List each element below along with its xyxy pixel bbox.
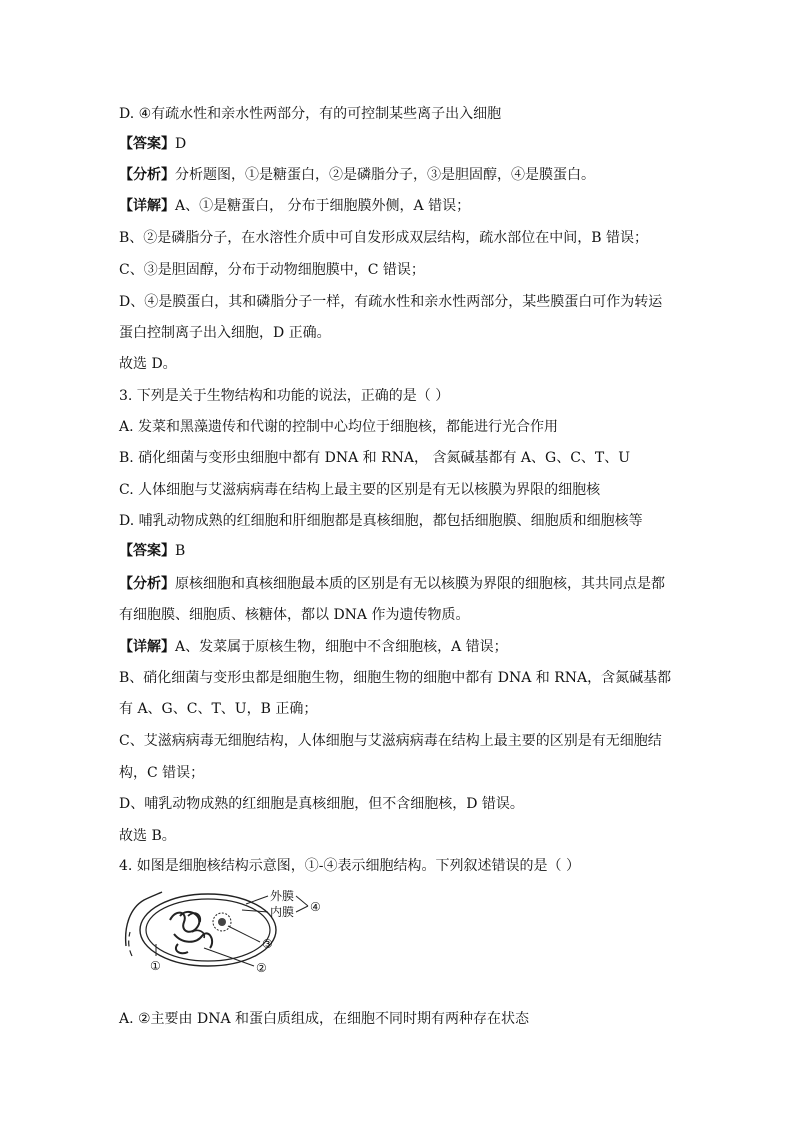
text-line [119, 480, 600, 500]
line-text: D、哺乳动物成熟的红细胞是真核细胞，但不含细胞核，D 错误。 [119, 796, 524, 812]
outer-membrane-label: 外膜 [270, 889, 295, 903]
line-text: 故选 B。 [119, 828, 176, 844]
line-text: 3. 下列是关于生物结构和功能的说法，正确的是（ ） [119, 388, 450, 404]
text-line [119, 134, 186, 154]
text-line [119, 260, 425, 280]
text-line [119, 354, 177, 374]
leader-2 [204, 948, 254, 966]
label-1: ① [150, 959, 161, 973]
leader-outer [246, 896, 268, 904]
nucleolus-core [218, 918, 226, 926]
chromatin-shape [170, 912, 212, 953]
line-text: B、②是磷脂分子，在水溶性介质中可自发形成双层结构，疏水部位在中间，B 错误； [119, 230, 649, 246]
text-line [119, 541, 185, 561]
section-tag: 【分析】 [119, 576, 175, 592]
text-line [119, 637, 508, 657]
outer-membrane-shape [140, 894, 276, 966]
line-text: B. 硝化细菌与变形虫细胞中都有 DNA 和 RNA， 含氮碱基都有 A、G、C、T、U [119, 450, 631, 466]
section-tag: 【详解】 [119, 639, 175, 655]
text-line [119, 292, 662, 312]
leader-4b [296, 906, 308, 912]
section-tag: 【答案】 [119, 136, 175, 152]
nucleus-structure-diagram [118, 886, 328, 974]
line-text: C、③是胆固醇，分布于动物细胞膜中，C 错误； [119, 262, 425, 278]
text-line [119, 668, 671, 688]
section-tag: 【答案】 [119, 543, 175, 559]
inner-membrane-shape [146, 899, 270, 961]
line-text: D. ④有疏水性和亲水性两部分，有的可控制某些离子出入细胞 [119, 106, 502, 122]
text-line [119, 605, 469, 625]
text-line [119, 323, 331, 343]
line-text: A、①是糖蛋白， 分布于细胞膜外侧，A 错误； [175, 198, 471, 214]
line-text: 有 A、G、C、T、U，B 正确； [119, 701, 318, 717]
text-line [119, 511, 643, 531]
text-line [119, 417, 558, 437]
text-line [119, 386, 449, 406]
line-text: A. ②主要由 DNA 和蛋白质组成，在细胞不同时期有两种存在状态 [119, 1011, 530, 1027]
text-line [119, 104, 501, 124]
line-text: D、④是膜蛋白，其和磷脂分子一样，有疏水性和亲水性两部分，某些膜蛋白可作为转运 [119, 294, 663, 310]
section-tag: 【详解】 [119, 198, 175, 214]
section-tag: 【分析】 [119, 167, 175, 183]
line-text: B、硝化细菌与变形虫都是细胞生物，细胞生物的细胞中都有 DNA 和 RNA，含氮碱基都 [119, 670, 672, 686]
line-text: 构，C 错误； [119, 765, 205, 781]
text-line [119, 794, 524, 814]
line-text: 有细胞膜、细胞质、核糖体，都以 DNA 作为遗传物质。 [119, 607, 470, 623]
er-fragment [129, 932, 132, 956]
text-line [119, 856, 580, 876]
inner-membrane-label: 内膜 [270, 905, 295, 919]
line-text: 4. 如图是细胞核结构示意图，①-④表示细胞结构。下列叙述错误的是（ ） [119, 858, 580, 874]
leader-3 [228, 926, 260, 942]
text-line [119, 1009, 529, 1029]
text-line [119, 574, 665, 594]
line-text: D [175, 136, 187, 152]
text-line [119, 763, 204, 783]
line-text: C. 人体细胞与艾滋病病毒在结构上最主要的区别是有无以核膜为界限的细胞核 [119, 482, 601, 498]
label-4: ④ [310, 900, 321, 914]
leader-4a [296, 896, 308, 906]
line-text: D. 哺乳动物成熟的红细胞和肝细胞都是真核细胞，都包括细胞膜、细胞质和细胞核等 [119, 513, 643, 529]
chromatin-shape-2 [188, 913, 204, 938]
text-line [119, 228, 648, 248]
line-text: A、发菜属于原核生物，细胞中不含细胞核，A 错误； [175, 639, 508, 655]
line-text: A. 发菜和黑藻遗传和代谢的控制中心均位于细胞核，都能进行光合作用 [119, 419, 559, 435]
line-text: C、艾滋病病毒无细胞结构，人体细胞与艾滋病病毒在结构上最主要的区别是有无细胞结 [119, 733, 662, 749]
label-3: ③ [262, 937, 273, 951]
line-text: 故选 D。 [119, 356, 177, 372]
label-2: ② [256, 961, 267, 974]
text-line [119, 196, 470, 216]
text-line [119, 731, 662, 751]
text-line [119, 826, 176, 846]
text-line [119, 448, 630, 468]
text-line [119, 165, 595, 185]
line-text: 蛋白控制离子出入细胞，D 正确。 [119, 325, 331, 341]
line-text: 原核细胞和真核细胞最本质的区别是有无以核膜为界限的细胞核，其共同点是都 [175, 576, 665, 592]
text-line [119, 699, 317, 719]
line-text: B [175, 543, 186, 559]
line-text: 分析题图，①是糖蛋白，②是磷脂分子，③是胆固醇，④是膜蛋白。 [175, 167, 595, 183]
